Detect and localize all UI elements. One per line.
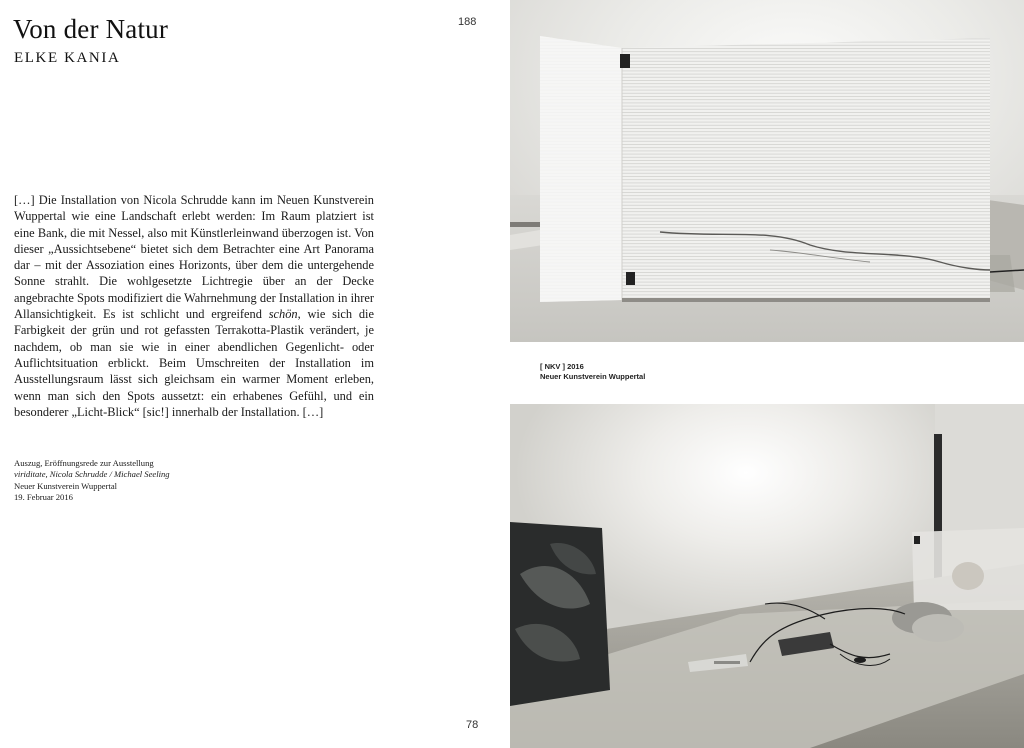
paragraph-part-2: , wie sich die Farbigkeit der grün und rot gefassten Terrakotta-Plastik verändert, je nachdem, ob man sie wie in einer abendlichen Gegenlicht- oder Auflichtsituation erblickt. Beim Umschreiten der Installation im Ausstellungsraum lässt sich gleichsam ein warmer Moment erleben, wenn man sich den Spots aussetzt: ein erhabenes Gefühl, und ein besonderer „Licht-Blick“ [sic!] innerhalb der Installation. […] xyxy=(14,307,374,419)
caption-line-3: Neuer Kunstverein Wuppertal xyxy=(14,480,118,491)
photo-caption xyxy=(540,362,645,382)
author-name: ELKE KANIA xyxy=(14,50,121,66)
left-page xyxy=(0,0,510,748)
caption-line-4: 19. Februar 2016 xyxy=(14,492,73,503)
page-number-top: 188 xyxy=(458,16,477,28)
installation-photo-top xyxy=(510,0,1024,342)
excerpt-caption xyxy=(14,458,294,504)
installation-photo-top-image xyxy=(510,0,1024,342)
caption-line-2: viriditate, Nicola Schrudde / Michael Seeling xyxy=(14,469,170,480)
article-title: Von der Natur xyxy=(13,14,169,44)
body-paragraph xyxy=(14,192,374,420)
installation-photo-bottom xyxy=(510,404,1024,748)
right-page xyxy=(510,0,1024,748)
installation-photo-bottom-image xyxy=(510,404,1024,748)
photo-caption-line-1: [ NKV ] 2016 xyxy=(540,362,584,371)
paragraph-part-1: […] Die Installation von Nicola Schrudde kann im Neuen Kunstverein Wuppertal wie eine Landschaft erlebt werden: Im Raum platziert ist eine Bank, die mit Nessel, also mit Künstlerleinwand überzogen ist. Von dieser „Aussichtsebene“ bietet sich dem Betrachter eine Art Panorama dar – mit der Assoziation eines Horizonts, über dem die untergehende Sonne strahlt. Die wohlgesetzte Lichtregie über an der Decke angebrachte Spots modifiziert die Wahrnehmung der Installation in ihrer Allansichtigkeit. Es ist schlicht und ergreifend xyxy=(14,193,374,322)
caption-line-1: Auszug, Eröffnungsrede zur Ausstellung xyxy=(14,458,154,468)
paragraph-emphasis: schön xyxy=(268,307,298,322)
photo-caption-line-2: Neuer Kunstverein Wuppertal xyxy=(540,372,646,381)
page-number-bottom: 78 xyxy=(466,719,479,731)
